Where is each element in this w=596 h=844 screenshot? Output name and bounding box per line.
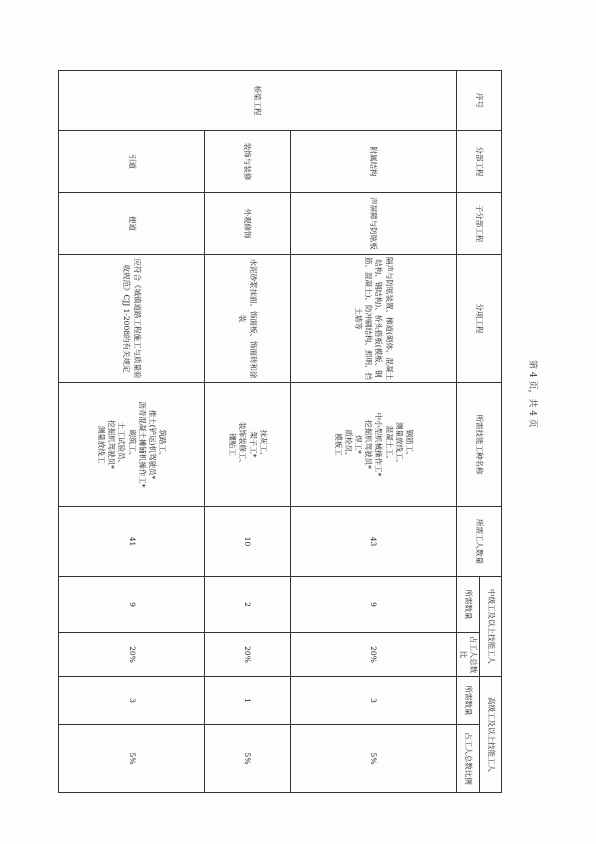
table-row: [59, 71, 205, 793]
header-seq: 序号: [456, 71, 501, 131]
page-footer: 第 4 页，共 4 页: [527, 360, 537, 428]
header-high-count: 所需数量: [456, 677, 479, 725]
cell-subdivision: 声屏障与防眩板: [290, 193, 456, 255]
header-subdivision: 子分部工程: [456, 193, 501, 255]
cell-high-ratio: 5%: [204, 725, 290, 793]
cell-trades: 钢筋工、 测量放线工、 混凝土工、 中小型机械操作工* 挖掘机驾驶员* 焊工* 质检员、 模板工: [290, 383, 456, 507]
cell-division: 装饰与装修: [204, 131, 290, 193]
cell-trades: 抹灰工、 架子工* 装饰装修工、 镶贴工: [204, 383, 290, 507]
header-high-group: 高级工及以上技能工人: [480, 677, 502, 793]
cell-high-ratio: 5%: [290, 725, 456, 793]
group-label: 桥梁工程: [253, 85, 263, 116]
header-mid-ratio: 占工人总数比: [456, 633, 479, 677]
cell-workers: 41: [59, 507, 205, 577]
cell-high-ratio: 5%: [59, 725, 205, 793]
cell-division: 引道: [59, 131, 205, 193]
cell-trades: 筑路工、 推土(铲运)机驾驶员* 沥青混凝土摊铺机操作工* 砌筑工、 土工试验员、 挖掘机驾驶员* 测量放线工: [59, 383, 205, 507]
cell-subdivision: 便道: [59, 193, 205, 255]
cell-high-count: 1: [204, 677, 290, 725]
cell-mid-count: 9: [290, 577, 456, 633]
skill-worker-table: [58, 70, 502, 793]
header-high-ratio: 占工人总数比例: [456, 725, 479, 793]
cell-mid-ratio: 20%: [204, 633, 290, 677]
cell-mid-count: 9: [59, 577, 205, 633]
group-label-cell: [59, 71, 457, 131]
rotated-table-wrapper: [58, 70, 502, 792]
cell-high-count: 3: [290, 677, 456, 725]
table-row: [290, 71, 456, 793]
cell-item: 水泥砂浆抹面、饰面板、饰面砖和涂装: [204, 255, 290, 383]
header-trades: 所需技能工种名称: [456, 383, 501, 507]
cell-mid-ratio: 20%: [290, 633, 456, 677]
header-row-1: [480, 71, 502, 793]
cell-workers: 43: [290, 507, 456, 577]
cell-mid-ratio: 20%: [59, 633, 205, 677]
header-mid-group: 中级工及以上技能工人: [480, 577, 502, 677]
header-division: 分部工程: [456, 131, 501, 193]
table-row: [204, 71, 290, 793]
cell-subdivision: 外观修饰: [204, 193, 290, 255]
cell-workers: 10: [204, 507, 290, 577]
cell-high-count: 3: [59, 677, 205, 725]
cell-mid-count: 2: [204, 577, 290, 633]
cell-item: 应符合《城镇道路工程施工与质量验收规范》CJJ 1-2008的有关规定: [59, 255, 205, 383]
cell-item: 隔声与防眩装置、梯道(砌体、混凝土结构、钢结构)、桥头搭板(模板、钢筋、混凝土)、防冲刷结构、照明、挡土墙等: [290, 255, 456, 383]
cell-division: 附属结构: [290, 131, 456, 193]
header-workers: 所需工人数量: [456, 507, 501, 577]
header-mid-count: 所需数量: [456, 577, 479, 633]
header-item: 分项工程: [456, 255, 501, 383]
